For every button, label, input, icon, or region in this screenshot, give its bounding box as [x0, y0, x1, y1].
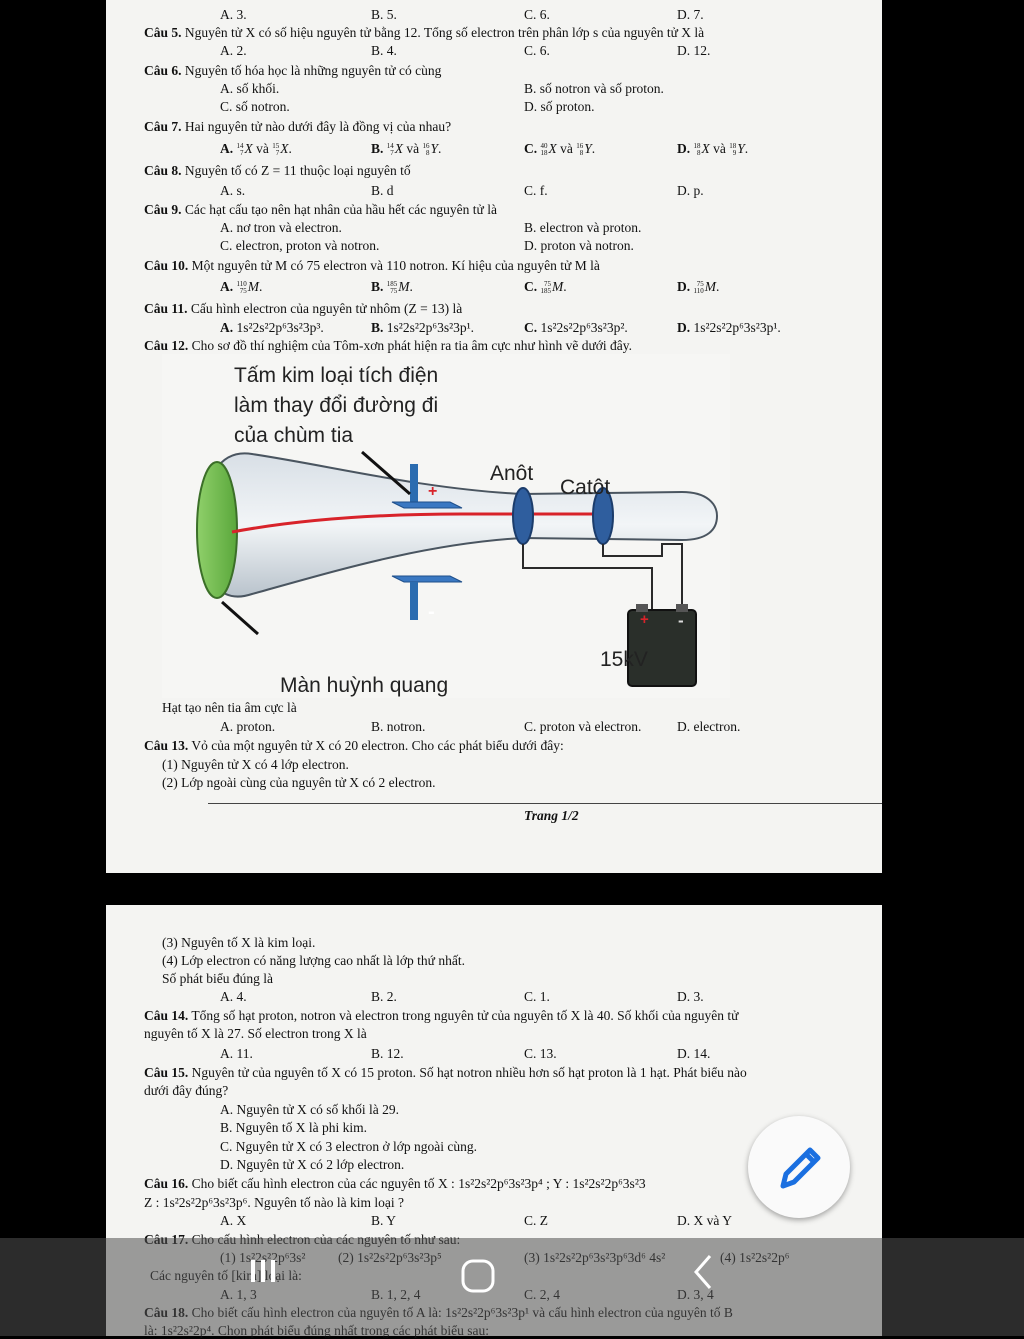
option: A. Nguyên tử X có số khối là 29.	[220, 1102, 400, 1117]
option: D. 14.	[677, 1046, 711, 1061]
cathode-ray-tube-diagram	[162, 354, 730, 698]
option: B. electron và proton.	[524, 220, 642, 235]
screen-label: Màn huỳnh quang	[280, 674, 449, 697]
option: D. proton và notron.	[524, 238, 634, 253]
option: A. 3.	[220, 7, 247, 22]
option: C. 75 185 M.	[524, 279, 567, 295]
anode-label: Anôt	[490, 462, 534, 485]
question-6: Câu 6. Nguyên tố hóa học là những nguyên tử có cùng	[144, 63, 442, 78]
fluorescent-screen	[197, 462, 237, 598]
battery-plus: +	[640, 611, 649, 628]
battery-minus: -	[678, 611, 684, 630]
option: C. Z	[524, 1213, 549, 1228]
option: A. 14 7 X và 15 7 X.	[220, 141, 292, 157]
option: C. 40 18 X và 16 8 Y.	[524, 141, 596, 157]
wire-anode	[523, 544, 652, 610]
option: B. 4.	[371, 43, 397, 58]
option: C. số notron.	[220, 99, 290, 114]
thomson-experiment-figure	[162, 354, 730, 698]
question-11: Câu 11. Cấu hình electron của nguyên tử nhôm (Z = 13) là	[144, 301, 463, 316]
option: D. p.	[677, 183, 704, 198]
option: B. 12.	[371, 1046, 404, 1061]
question-15-cont: dưới đây đúng?	[144, 1083, 229, 1098]
question-9: Câu 9. Các hạt cấu tạo nên hạt nhân của hầu hết các nguyên tử là	[144, 202, 497, 217]
statement: (3) Nguyên tố X là kim loại.	[162, 935, 316, 950]
negative-plate	[392, 576, 462, 582]
option: D. 3.	[677, 989, 704, 1004]
option: D. số proton.	[524, 99, 595, 114]
statement: (4) Lớp electron có năng lượng cao nhất là lớp thứ nhất.	[162, 953, 465, 968]
positive-plate-stem	[410, 464, 418, 502]
negative-plate-stem	[410, 582, 418, 620]
question-15: Câu 15. Nguyên tử của nguyên tố X có 15 proton. Số hạt notron nhiều hơn số hạt proton là 1 hạt. Phát biểu nào	[144, 1065, 747, 1080]
pencil-icon	[748, 1116, 850, 1218]
option: C. Nguyên tử X có 3 electron ở lớp ngoài cùng.	[220, 1139, 478, 1154]
option: C. 13.	[524, 1046, 557, 1061]
option: B. 1s²2s²2p⁶3s²3p¹.	[371, 320, 475, 335]
voltage-label: 15kV	[600, 648, 648, 671]
option: B. số notron và số proton.	[524, 81, 664, 96]
option: B. Nguyên tố X là phi kim.	[220, 1120, 367, 1135]
option: B. 5.	[371, 7, 397, 22]
option: A. X	[220, 1213, 247, 1228]
system-nav-bar	[0, 1238, 1024, 1336]
question-12: Câu 12. Cho sơ đồ thí nghiệm của Tôm-xơn phát hiện ra tia âm cực như hình vẽ dưới đây.	[144, 338, 633, 353]
edit-fab[interactable]	[748, 1116, 850, 1218]
option: C. 1s²2s²2p⁶3s²3p².	[524, 320, 628, 335]
option: A. 4.	[220, 989, 247, 1004]
option: C. 6.	[524, 7, 550, 22]
option: D. 75 110 M.	[677, 279, 720, 295]
option: D. 18 8 X và 18 9 Y.	[677, 141, 749, 157]
option: D. electron.	[677, 719, 741, 734]
option: B. 14 7 X và 16 8 Y.	[371, 141, 442, 157]
document-page-1	[106, 0, 882, 873]
option: A. 110 75 M.	[220, 279, 263, 295]
question-13: Câu 13. Vỏ của một nguyên tử X có 20 electron. Cho các phát biểu dưới đây:	[144, 738, 564, 753]
question-14: Câu 14. Tổng số hạt proton, notron và electron trong nguyên tử của nguyên tố X là 40. Số khối của nguyên tử	[144, 1008, 739, 1023]
option: B. 2.	[371, 989, 397, 1004]
positive-plate	[392, 502, 462, 508]
question-8: Câu 8. Nguyên tố có Z = 11 thuộc loại nguyên tố	[144, 163, 411, 178]
question-14-cont: nguyên tố X là 27. Số electron trong X là	[144, 1026, 367, 1041]
anode	[513, 488, 533, 544]
figure-title-line-3: của chùm tia	[234, 424, 354, 447]
option: A. 2.	[220, 43, 247, 58]
question-13-prompt: Số phát biểu đúng là	[162, 971, 273, 986]
home-icon[interactable]	[460, 1258, 496, 1294]
back-icon[interactable]	[690, 1252, 716, 1292]
statement: (1) Nguyên tử X có 4 lớp electron.	[162, 757, 349, 772]
option: A. 1s²2s²2p⁶3s²3p³.	[220, 320, 324, 335]
question-16-cont: Z : 1s²2s²2p⁶3s²3p⁶. Nguyên tố nào là kim loại ?	[144, 1195, 405, 1210]
figure-title-line-1: Tấm kim loại tích điện	[234, 364, 439, 387]
plus-sign: +	[428, 483, 438, 500]
option: B. Y	[371, 1213, 397, 1228]
question-16: Câu 16. Cho biết cấu hình electron của các nguyên tố X : 1s²2s²2p⁶3s²3p⁴ ; Y : 1s²2s²2p⁶3s²3	[144, 1176, 646, 1191]
footer-divider	[208, 803, 882, 804]
option: C. proton và electron.	[524, 719, 642, 734]
wire-cathode	[603, 544, 682, 610]
option: D. 12.	[677, 43, 711, 58]
page-number: Trang 1/2	[524, 808, 579, 823]
option: A. s.	[220, 183, 246, 198]
option: A. nơ tron và electron.	[220, 220, 342, 235]
option: C. f.	[524, 183, 548, 198]
option: B. 185 75 M.	[371, 279, 413, 295]
option: D. 7.	[677, 7, 704, 22]
option: B. notron.	[371, 719, 426, 734]
minus-sign: -	[428, 601, 435, 623]
question-5: Câu 5. Nguyên tử X có số hiệu nguyên tử bằng 12. Tổng số electron trên phân lớp s của nguyên tử X là	[144, 25, 705, 40]
pointer-screen	[222, 602, 258, 634]
option: B. d	[371, 183, 394, 198]
option: C. 6.	[524, 43, 550, 58]
option: A. proton.	[220, 719, 276, 734]
statement: (2) Lớp ngoài cùng của nguyên tử X có 2 electron.	[162, 775, 436, 790]
question-12-prompt: Hạt tạo nên tia âm cực là	[162, 700, 297, 715]
option: C. electron, proton và notron.	[220, 238, 380, 253]
question-10: Câu 10. Một nguyên tử M có 75 electron và 110 notron. Kí hiệu của nguyên tử M là	[144, 258, 600, 273]
option: C. 1.	[524, 989, 550, 1004]
option: A. 11.	[220, 1046, 253, 1061]
figure-title-line-2: làm thay đổi đường đi	[234, 394, 439, 417]
cathode-label: Catôt	[560, 476, 611, 499]
option: D. 1s²2s²2p⁶3s²3p¹.	[677, 320, 781, 335]
recents-icon[interactable]	[248, 1256, 278, 1286]
option: D. X và Y	[677, 1213, 732, 1228]
option: A. số khối.	[220, 81, 280, 96]
option: D. Nguyên tử X có 2 lớp electron.	[220, 1157, 405, 1172]
question-7: Câu 7. Hai nguyên tử nào dưới đây là đồng vị của nhau?	[144, 119, 452, 134]
